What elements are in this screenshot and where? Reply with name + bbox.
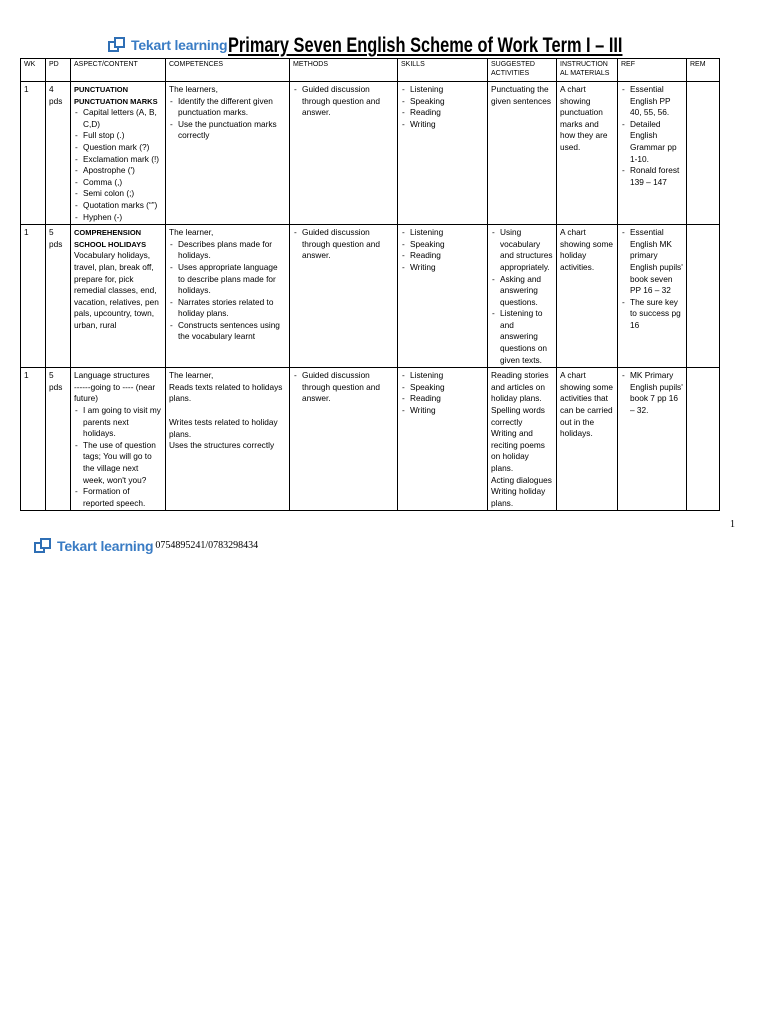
activities-list [491,227,553,366]
list-item: - The use of question tags; You will go to the village next week, won't you? [74,440,162,486]
ref-list [621,227,683,331]
col-header-activities: SUGGESTED ACTIVITIES [488,59,557,82]
activity-line: Writing and reciting poems on holiday plans. [491,428,545,473]
list-item: - Detailed English Grammar pp 1-10. [621,119,683,165]
activity-line: Acting dialogues [491,474,552,485]
cell-aspect [71,225,166,368]
list-item: - Listening [401,227,484,239]
list-item: - Constructs sentences using the vocabulary learnt [169,320,286,343]
activity-line: Spelling words correctly [491,405,545,427]
competence-line: Writes tests related to holiday plans. [169,417,278,439]
cell-aspect [71,368,166,511]
cell-ref [618,82,687,225]
page-header [108,34,668,60]
list-item: - Apostrophe (') [74,165,162,177]
cell-pd: 5 pds [46,225,71,368]
aspect-line: ------going to ---- (near future) [74,381,156,404]
list-item: - The sure key to success pg 16 [621,297,683,332]
list-item: - Use the punctuation marks correctly [169,119,286,142]
cell-skills [398,368,488,511]
aspect-title: Language structures [74,370,150,381]
list-item: - Question mark (?) [74,142,162,154]
list-item: - Reading [401,250,484,262]
list-item: - Guided discussion through question and answer. [293,370,394,405]
list-item: - Reading [401,393,484,405]
cell-methods [290,82,398,225]
page-title: Primary Seven English Scheme of Work Term I – III [228,34,623,57]
list-item: - Hyphen (-) [74,212,162,224]
list-item: - Essential English MK primary English pupils' book seven PP 16 – 32 [621,227,683,297]
list-item: - Full stop (.) [74,130,162,142]
aspect-list [74,107,162,223]
list-item: - Comma (,) [74,177,162,189]
aspect-text: Vocabulary holidays, travel, plan, break off, prepare for, pick remedial classes, end, vacation, relatives, pen pals, upcountry, town, urban, rural [74,250,159,330]
cell-activities [488,82,557,225]
competences-intro: The learner, [169,227,214,238]
cell-competences [166,225,290,368]
col-header-competences: COMPETENCES [166,59,290,82]
page-footer [34,534,259,554]
cell-activities [488,368,557,511]
logo-icon [34,538,54,554]
cell-wk: 1 [21,225,46,368]
competences-list [169,239,286,343]
skills-list [401,227,484,273]
cell-skills [398,225,488,368]
competences-list [169,96,286,142]
col-header-rem: REM [687,59,720,82]
competences-intro: The learner, [169,370,214,381]
list-item: - Exclamation mark (!) [74,154,162,166]
list-item: - Listening [401,84,484,96]
cell-materials: A chart showing some activities that can be carried out in the holidays. [557,368,618,511]
aspect-list [74,405,162,509]
cell-pd: 5 pds [46,368,71,511]
cell-rem [687,82,720,225]
col-header-skills: SKILLS [398,59,488,82]
table-header-row [21,59,720,82]
methods-list [293,370,394,405]
logo-text: Tekart learning [131,37,228,53]
methods-list [293,84,394,119]
list-item: - Narrates stories related to holiday plans. [169,297,286,320]
logo-icon [108,37,128,53]
cell-aspect [71,82,166,225]
cell-methods [290,368,398,511]
cell-competences [166,368,290,511]
cell-competences [166,82,290,225]
footer-phone: 0754895241/0783298434 [155,540,259,551]
list-item: - Speaking [401,382,484,394]
table-row [21,82,720,225]
list-item: - Asking and answering questions. [491,274,553,309]
list-item: - Describes plans made for holidays. [169,239,286,262]
cell-pd: 4 pds [46,82,71,225]
activity-line: Reading stories and articles on holiday plans. [491,370,549,404]
footer-logo [34,538,153,554]
col-header-ref: REF [618,59,687,82]
header-logo [108,37,227,53]
list-item: - I am going to visit my parents next holidays. [74,405,162,440]
aspect-title: PUNCTUATION PUNCTUATION MARKS [74,85,158,106]
table-row [21,225,720,368]
col-header-materials: INSTRUCTION AL MATERIALS [557,59,618,82]
list-item: - Identify the different given punctuation marks. [169,96,286,119]
col-header-aspect: ASPECT/CONTENT [71,59,166,82]
scheme-table [20,58,720,511]
competences-intro: The learners, [169,84,218,94]
list-item: - Quotation marks (“”) [74,200,162,212]
cell-activities [488,225,557,368]
col-header-wk: WK [21,59,46,82]
list-item: - Using vocabulary and structures appropriately. [491,227,553,273]
list-item: - Listening to and answering questions on given texts. [491,308,553,366]
logo-text: Tekart learning [57,537,154,554]
competence-line: Uses the structures correctly [169,440,275,451]
cell-rem [687,368,720,511]
ref-list [621,370,683,416]
cell-materials: A chart showing some holiday activities. [557,225,618,368]
cell-ref [618,225,687,368]
list-item: - Guided discussion through question and answer. [293,84,394,119]
activity-text: Punctuating the given sentences [491,84,551,106]
list-item: - Semi colon (;) [74,188,162,200]
list-item: - Listening [401,370,484,382]
col-header-methods: METHODS [290,59,398,82]
list-item: - Writing [401,119,484,131]
ref-list [621,84,683,188]
skills-list [401,84,484,130]
aspect-title: COMPREHENSION SCHOOL HOLIDAYS [74,228,147,249]
cell-wk: 1 [21,368,46,511]
list-item: - Ronald forest 139 – 147 [621,165,683,188]
activity-line: Writing holiday plans. [491,486,546,508]
list-item: - Speaking [401,239,484,251]
list-item: - Writing [401,405,484,417]
cell-skills [398,82,488,225]
cell-materials: A chart showing punctuation marks and how they are used. [557,82,618,225]
cell-methods [290,225,398,368]
cell-wk: 1 [21,82,46,225]
list-item: - Speaking [401,96,484,108]
competence-line: Reads texts related to holidays plans. [169,381,283,404]
list-item: - Formation of reported speech. [74,486,162,509]
list-item: - Uses appropriate language to describe plans made for holidays. [169,262,286,297]
skills-list [401,370,484,416]
cell-rem [687,225,720,368]
table-row [21,368,720,511]
list-item: - MK Primary English pupils' book 7 pp 16 – 32. [621,370,683,416]
methods-list [293,227,394,262]
cell-ref [618,368,687,511]
page-number: 1 [730,519,735,530]
list-item: - Capital letters (A, B, C,D) [74,107,162,130]
list-item: - Writing [401,262,484,274]
col-header-pd: PD [46,59,71,82]
list-item: - Guided discussion through question and answer. [293,227,394,262]
list-item: - Essential English PP 40, 55, 56. [621,84,683,119]
list-item: - Reading [401,107,484,119]
